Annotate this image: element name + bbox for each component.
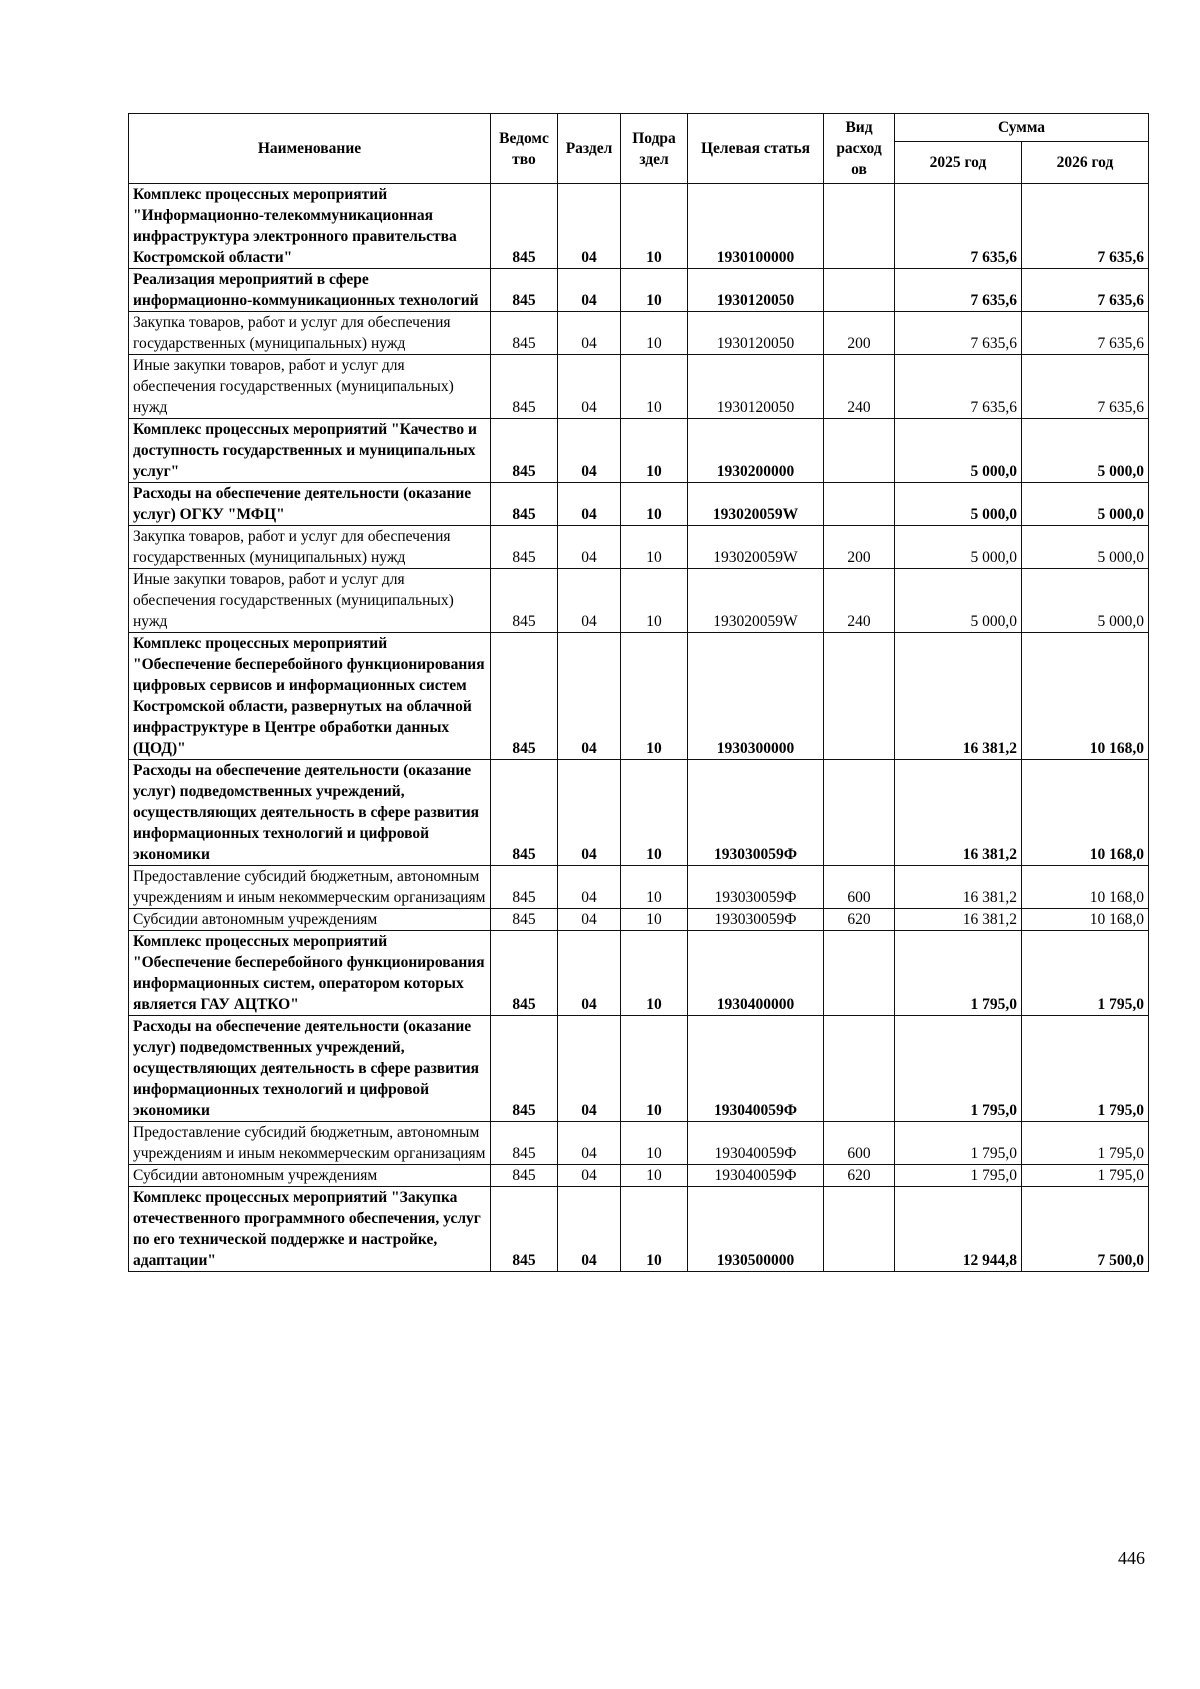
- row-target-article: 1930500000: [688, 1187, 824, 1272]
- row-expense-type: 240: [824, 569, 895, 633]
- table-row: [129, 419, 1149, 483]
- row-vedomstvo: 845: [491, 269, 558, 312]
- row-sum-2025: 1 795,0: [895, 931, 1022, 1016]
- table-row: [129, 866, 1149, 909]
- row-sum-2026: 5 000,0: [1022, 526, 1149, 569]
- table-row: [129, 760, 1149, 866]
- row-podrazdel: 10: [621, 931, 688, 1016]
- row-razdel: 04: [558, 1187, 621, 1272]
- row-vedomstvo: 845: [491, 1122, 558, 1165]
- row-podrazdel: 10: [621, 569, 688, 633]
- row-razdel: 04: [558, 866, 621, 909]
- row-razdel: 04: [558, 355, 621, 419]
- row-vedomstvo: 845: [491, 184, 558, 269]
- row-vedomstvo: 845: [491, 312, 558, 355]
- row-sum-2025: 7 635,6: [895, 312, 1022, 355]
- table-row: [129, 569, 1149, 633]
- row-razdel: 04: [558, 1016, 621, 1122]
- table-row: [129, 483, 1149, 526]
- row-target-article: 1930120050: [688, 269, 824, 312]
- row-podrazdel: 10: [621, 419, 688, 483]
- row-vedomstvo: 845: [491, 1187, 558, 1272]
- row-sum-2025: 12 944,8: [895, 1187, 1022, 1272]
- row-name: Комплекс процессных мероприятий "Качество и доступность государственных и муниципальных услуг": [129, 419, 491, 483]
- row-target-article: 193030059Ф: [688, 909, 824, 931]
- header-name: Наименование: [129, 114, 491, 184]
- row-expense-type: 240: [824, 355, 895, 419]
- row-name: Иные закупки товаров, работ и услуг для обеспечения государственных (муниципальных) нужд: [129, 355, 491, 419]
- row-razdel: 04: [558, 569, 621, 633]
- table-row: [129, 184, 1149, 269]
- row-target-article: 193020059W: [688, 526, 824, 569]
- row-sum-2026: 10 168,0: [1022, 866, 1149, 909]
- row-expense-type: 200: [824, 526, 895, 569]
- row-sum-2026: 7 635,6: [1022, 355, 1149, 419]
- table-row: [129, 355, 1149, 419]
- row-target-article: 193030059Ф: [688, 866, 824, 909]
- row-sum-2026: 7 635,6: [1022, 269, 1149, 312]
- row-target-article: 1930200000: [688, 419, 824, 483]
- row-razdel: 04: [558, 760, 621, 866]
- row-sum-2026: 1 795,0: [1022, 1016, 1149, 1122]
- table-header: [129, 114, 1149, 184]
- row-sum-2026: 1 795,0: [1022, 931, 1149, 1016]
- row-expense-type: 600: [824, 866, 895, 909]
- row-expense-type: [824, 931, 895, 1016]
- header-target-article: Целевая статья: [688, 114, 824, 184]
- row-vedomstvo: 845: [491, 526, 558, 569]
- row-name: Закупка товаров, работ и услуг для обеспечения государственных (муниципальных) нужд: [129, 312, 491, 355]
- row-sum-2026: 5 000,0: [1022, 419, 1149, 483]
- header-expense-type: Вид расход ов: [824, 114, 895, 184]
- row-podrazdel: 10: [621, 269, 688, 312]
- row-sum-2025: 16 381,2: [895, 909, 1022, 931]
- row-target-article: 1930300000: [688, 633, 824, 760]
- row-podrazdel: 10: [621, 633, 688, 760]
- row-expense-type: [824, 419, 895, 483]
- row-expense-type: [824, 1187, 895, 1272]
- row-target-article: 193040059Ф: [688, 1165, 824, 1187]
- row-razdel: 04: [558, 931, 621, 1016]
- row-name: Закупка товаров, работ и услуг для обеспечения государственных (муниципальных) нужд: [129, 526, 491, 569]
- row-podrazdel: 10: [621, 1165, 688, 1187]
- row-sum-2026: 5 000,0: [1022, 569, 1149, 633]
- row-name: Комплекс процессных мероприятий "Обеспечение бесперебойного функционирования цифровых сервисов и информационных систем Костромской области, развернутых на облачной инфраструктуре в Центре обработки данных (ЦОД)": [129, 633, 491, 760]
- row-sum-2025: 5 000,0: [895, 569, 1022, 633]
- row-sum-2026: 10 168,0: [1022, 760, 1149, 866]
- row-sum-2026: 7 500,0: [1022, 1187, 1149, 1272]
- row-sum-2025: 7 635,6: [895, 184, 1022, 269]
- row-sum-2025: 7 635,6: [895, 355, 1022, 419]
- row-name: Расходы на обеспечение деятельности (оказание услуг) ОГКУ "МФЦ": [129, 483, 491, 526]
- header-vedomstvo: Ведомс тво: [491, 114, 558, 184]
- row-name: Субсидии автономным учреждениям: [129, 1165, 491, 1187]
- row-podrazdel: 10: [621, 483, 688, 526]
- row-sum-2025: 1 795,0: [895, 1165, 1022, 1187]
- row-name: Реализация мероприятий в сфере информационно-коммуникационных технологий: [129, 269, 491, 312]
- row-sum-2026: 10 168,0: [1022, 633, 1149, 760]
- row-expense-type: 620: [824, 1165, 895, 1187]
- table-body: [129, 184, 1149, 1272]
- row-target-article: 193040059Ф: [688, 1016, 824, 1122]
- row-name: Комплекс процессных мероприятий "Закупка отечественного программного обеспечения, услуг по его технической поддержке и настройке, адаптации": [129, 1187, 491, 1272]
- row-sum-2026: 1 795,0: [1022, 1165, 1149, 1187]
- row-razdel: 04: [558, 312, 621, 355]
- row-vedomstvo: 845: [491, 909, 558, 931]
- row-target-article: 1930100000: [688, 184, 824, 269]
- table-row: [129, 1122, 1149, 1165]
- row-razdel: 04: [558, 419, 621, 483]
- table-row: [129, 312, 1149, 355]
- budget-table: [128, 113, 1149, 1272]
- row-sum-2026: 5 000,0: [1022, 483, 1149, 526]
- row-expense-type: [824, 633, 895, 760]
- row-target-article: 193030059Ф: [688, 760, 824, 866]
- row-name: Предоставление субсидий бюджетным, автономным учреждениям и иным некоммерческим организациям: [129, 1122, 491, 1165]
- row-vedomstvo: 845: [491, 760, 558, 866]
- row-vedomstvo: 845: [491, 355, 558, 419]
- row-razdel: 04: [558, 1122, 621, 1165]
- row-expense-type: [824, 1016, 895, 1122]
- row-name: Субсидии автономным учреждениям: [129, 909, 491, 931]
- row-name: Комплекс процессных мероприятий "Информационно-телекоммуникационная инфраструктура электронного правительства Костромской области": [129, 184, 491, 269]
- row-podrazdel: 10: [621, 312, 688, 355]
- row-podrazdel: 10: [621, 1187, 688, 1272]
- row-podrazdel: 10: [621, 1122, 688, 1165]
- table-row: [129, 269, 1149, 312]
- row-sum-2025: 16 381,2: [895, 633, 1022, 760]
- row-expense-type: 200: [824, 312, 895, 355]
- row-razdel: 04: [558, 269, 621, 312]
- table-row: [129, 1165, 1149, 1187]
- row-podrazdel: 10: [621, 866, 688, 909]
- row-name: Предоставление субсидий бюджетным, автономным учреждениям и иным некоммерческим организациям: [129, 866, 491, 909]
- header-podrazdel: Подра здел: [621, 114, 688, 184]
- row-target-article: 1930120050: [688, 355, 824, 419]
- row-podrazdel: 10: [621, 355, 688, 419]
- row-podrazdel: 10: [621, 909, 688, 931]
- row-expense-type: [824, 184, 895, 269]
- table-row: [129, 1187, 1149, 1272]
- row-sum-2025: 7 635,6: [895, 269, 1022, 312]
- row-sum-2026: 7 635,6: [1022, 184, 1149, 269]
- header-sum: Сумма: [895, 114, 1149, 142]
- table-row: [129, 633, 1149, 760]
- row-vedomstvo: 845: [491, 866, 558, 909]
- row-expense-type: 620: [824, 909, 895, 931]
- row-target-article: 193040059Ф: [688, 1122, 824, 1165]
- header-year-2026: 2026 год: [1022, 142, 1149, 184]
- row-sum-2025: 16 381,2: [895, 866, 1022, 909]
- row-name: Комплекс процессных мероприятий "Обеспечение бесперебойного функционирования информационных систем, оператором которых является ГАУ АЦТКО": [129, 931, 491, 1016]
- row-target-article: 193020059W: [688, 569, 824, 633]
- table-row: [129, 1016, 1149, 1122]
- row-vedomstvo: 845: [491, 1016, 558, 1122]
- row-name: Расходы на обеспечение деятельности (оказание услуг) подведомственных учреждений, осуществляющих деятельность в сфере развития информационных технологий и цифровой экономики: [129, 760, 491, 866]
- row-expense-type: 600: [824, 1122, 895, 1165]
- page-number: 446: [1118, 1548, 1145, 1568]
- table-row: [129, 909, 1149, 931]
- header-razdel: Раздел: [558, 114, 621, 184]
- row-razdel: 04: [558, 633, 621, 760]
- row-razdel: 04: [558, 526, 621, 569]
- table-row: [129, 931, 1149, 1016]
- row-podrazdel: 10: [621, 184, 688, 269]
- row-razdel: 04: [558, 483, 621, 526]
- row-podrazdel: 10: [621, 1016, 688, 1122]
- table-row: [129, 526, 1149, 569]
- row-vedomstvo: 845: [491, 931, 558, 1016]
- row-sum-2025: 1 795,0: [895, 1122, 1022, 1165]
- row-razdel: 04: [558, 184, 621, 269]
- row-name: Иные закупки товаров, работ и услуг для обеспечения государственных (муниципальных) нужд: [129, 569, 491, 633]
- row-vedomstvo: 845: [491, 569, 558, 633]
- row-vedomstvo: 845: [491, 483, 558, 526]
- row-sum-2025: 16 381,2: [895, 760, 1022, 866]
- row-vedomstvo: 845: [491, 419, 558, 483]
- row-target-article: 1930400000: [688, 931, 824, 1016]
- row-vedomstvo: 845: [491, 633, 558, 760]
- row-podrazdel: 10: [621, 760, 688, 866]
- row-sum-2025: 5 000,0: [895, 483, 1022, 526]
- row-sum-2026: 10 168,0: [1022, 909, 1149, 931]
- row-name: Расходы на обеспечение деятельности (оказание услуг) подведомственных учреждений, осуществляющих деятельность в сфере развития информационных технологий и цифровой экономики: [129, 1016, 491, 1122]
- row-sum-2026: 1 795,0: [1022, 1122, 1149, 1165]
- row-sum-2025: 5 000,0: [895, 526, 1022, 569]
- row-razdel: 04: [558, 1165, 621, 1187]
- row-sum-2025: 1 795,0: [895, 1016, 1022, 1122]
- row-expense-type: [824, 760, 895, 866]
- row-sum-2025: 5 000,0: [895, 419, 1022, 483]
- row-expense-type: [824, 483, 895, 526]
- header-year-2025: 2025 год: [895, 142, 1022, 184]
- row-vedomstvo: 845: [491, 1165, 558, 1187]
- row-sum-2026: 7 635,6: [1022, 312, 1149, 355]
- row-target-article: 193020059W: [688, 483, 824, 526]
- row-razdel: 04: [558, 909, 621, 931]
- row-podrazdel: 10: [621, 526, 688, 569]
- row-target-article: 1930120050: [688, 312, 824, 355]
- row-expense-type: [824, 269, 895, 312]
